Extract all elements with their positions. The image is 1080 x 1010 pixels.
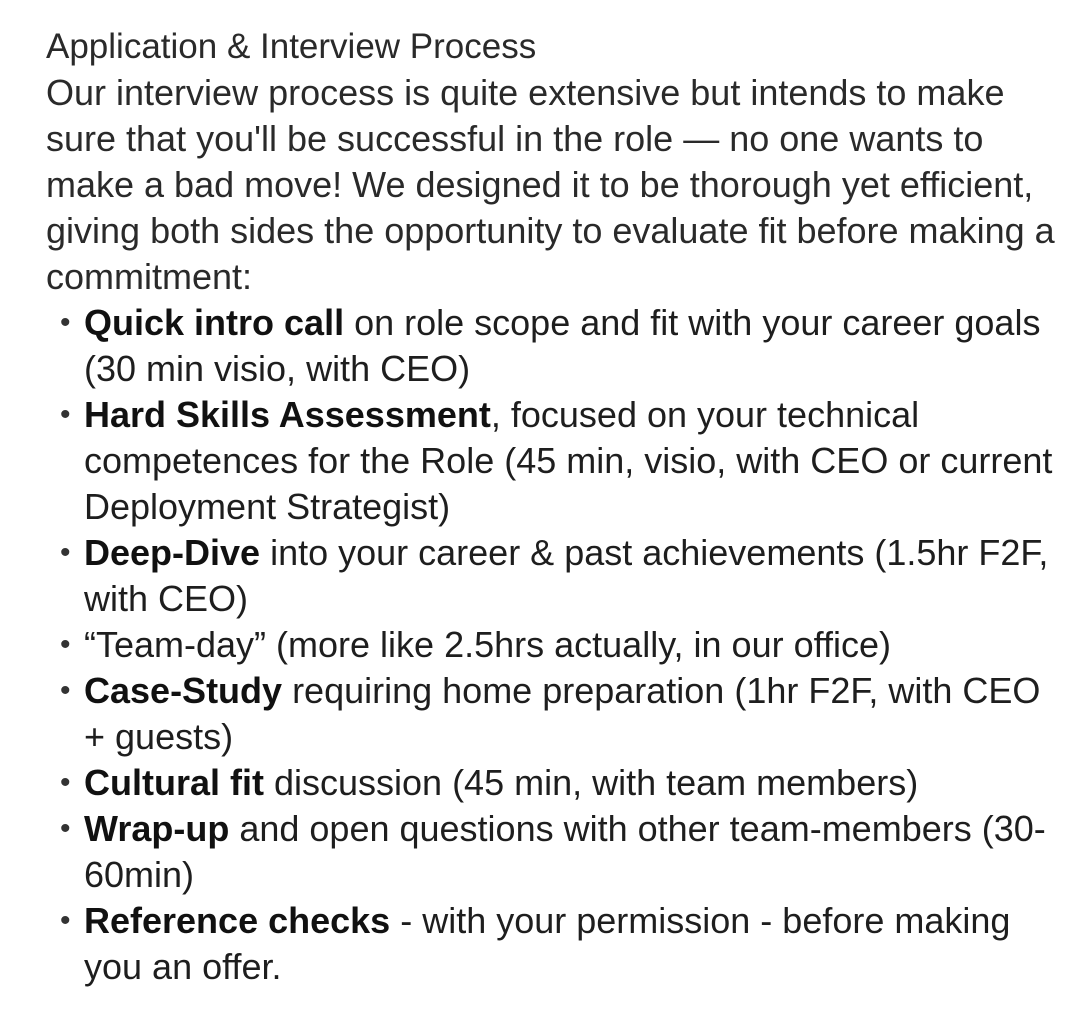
bullet-icon: • [60, 812, 71, 845]
list-item-wrap-up [46, 806, 1056, 898]
step-title: Hard Skills Assessment [84, 394, 491, 435]
step-title: Deep-Dive [84, 532, 261, 573]
step-detail: and open questions with other team-members (30-60min) [84, 808, 1046, 895]
document [46, 24, 1056, 990]
list-item-team-day [46, 622, 1056, 668]
step-title: Quick intro call [84, 302, 345, 343]
step-detail: “Team-day” (more like 2.5hrs actually, in our office) [84, 624, 891, 665]
list-item-deep-dive [46, 530, 1056, 622]
bullet-icon: • [60, 628, 71, 661]
bullet-icon: • [60, 398, 71, 431]
bullet-icon: • [60, 766, 71, 799]
step-detail: discussion (45 min, with team members) [263, 762, 919, 803]
step-detail: , focused on your technical competences for the Role (45 min, visio, with CEO or current Deployment Strategist) [84, 394, 1053, 527]
step-title: Case-Study [84, 670, 283, 711]
list-item-reference-checks [46, 898, 1056, 990]
step-detail: into your career & past achievements (1.5hr F2F, with CEO) [84, 532, 1049, 619]
list-item-cultural-fit [46, 760, 1056, 806]
bullet-icon: • [60, 904, 71, 937]
document-title: Application & Interview Process [46, 27, 537, 66]
step-title: Wrap-up [84, 808, 230, 849]
bullet-icon: • [60, 536, 71, 569]
step-detail: - with your permission - before making you an offer. [84, 900, 1011, 987]
step-title: Reference checks [84, 900, 391, 941]
step-detail: on role scope and fit with your career goals (30 min visio, with CEO) [84, 302, 1041, 389]
interview-steps-list [46, 300, 1056, 990]
list-item-hard-skills [46, 392, 1056, 530]
step-title: Cultural fit [84, 762, 264, 803]
bullet-icon: • [60, 674, 71, 707]
list-item-intro-call [46, 300, 1056, 392]
list-item-case-study [46, 668, 1056, 760]
bullet-icon: • [60, 306, 71, 339]
intro-paragraph: Our interview process is quite extensive but intends to make sure that you'll be successful in the role — no one wants to make a bad move! We designed it to be thorough yet efficient, giving both sides the opportunity to evaluate fit before making a commitment: [46, 72, 1055, 297]
step-detail: requiring home preparation (1hr F2F, with CEO + guests) [84, 670, 1041, 757]
